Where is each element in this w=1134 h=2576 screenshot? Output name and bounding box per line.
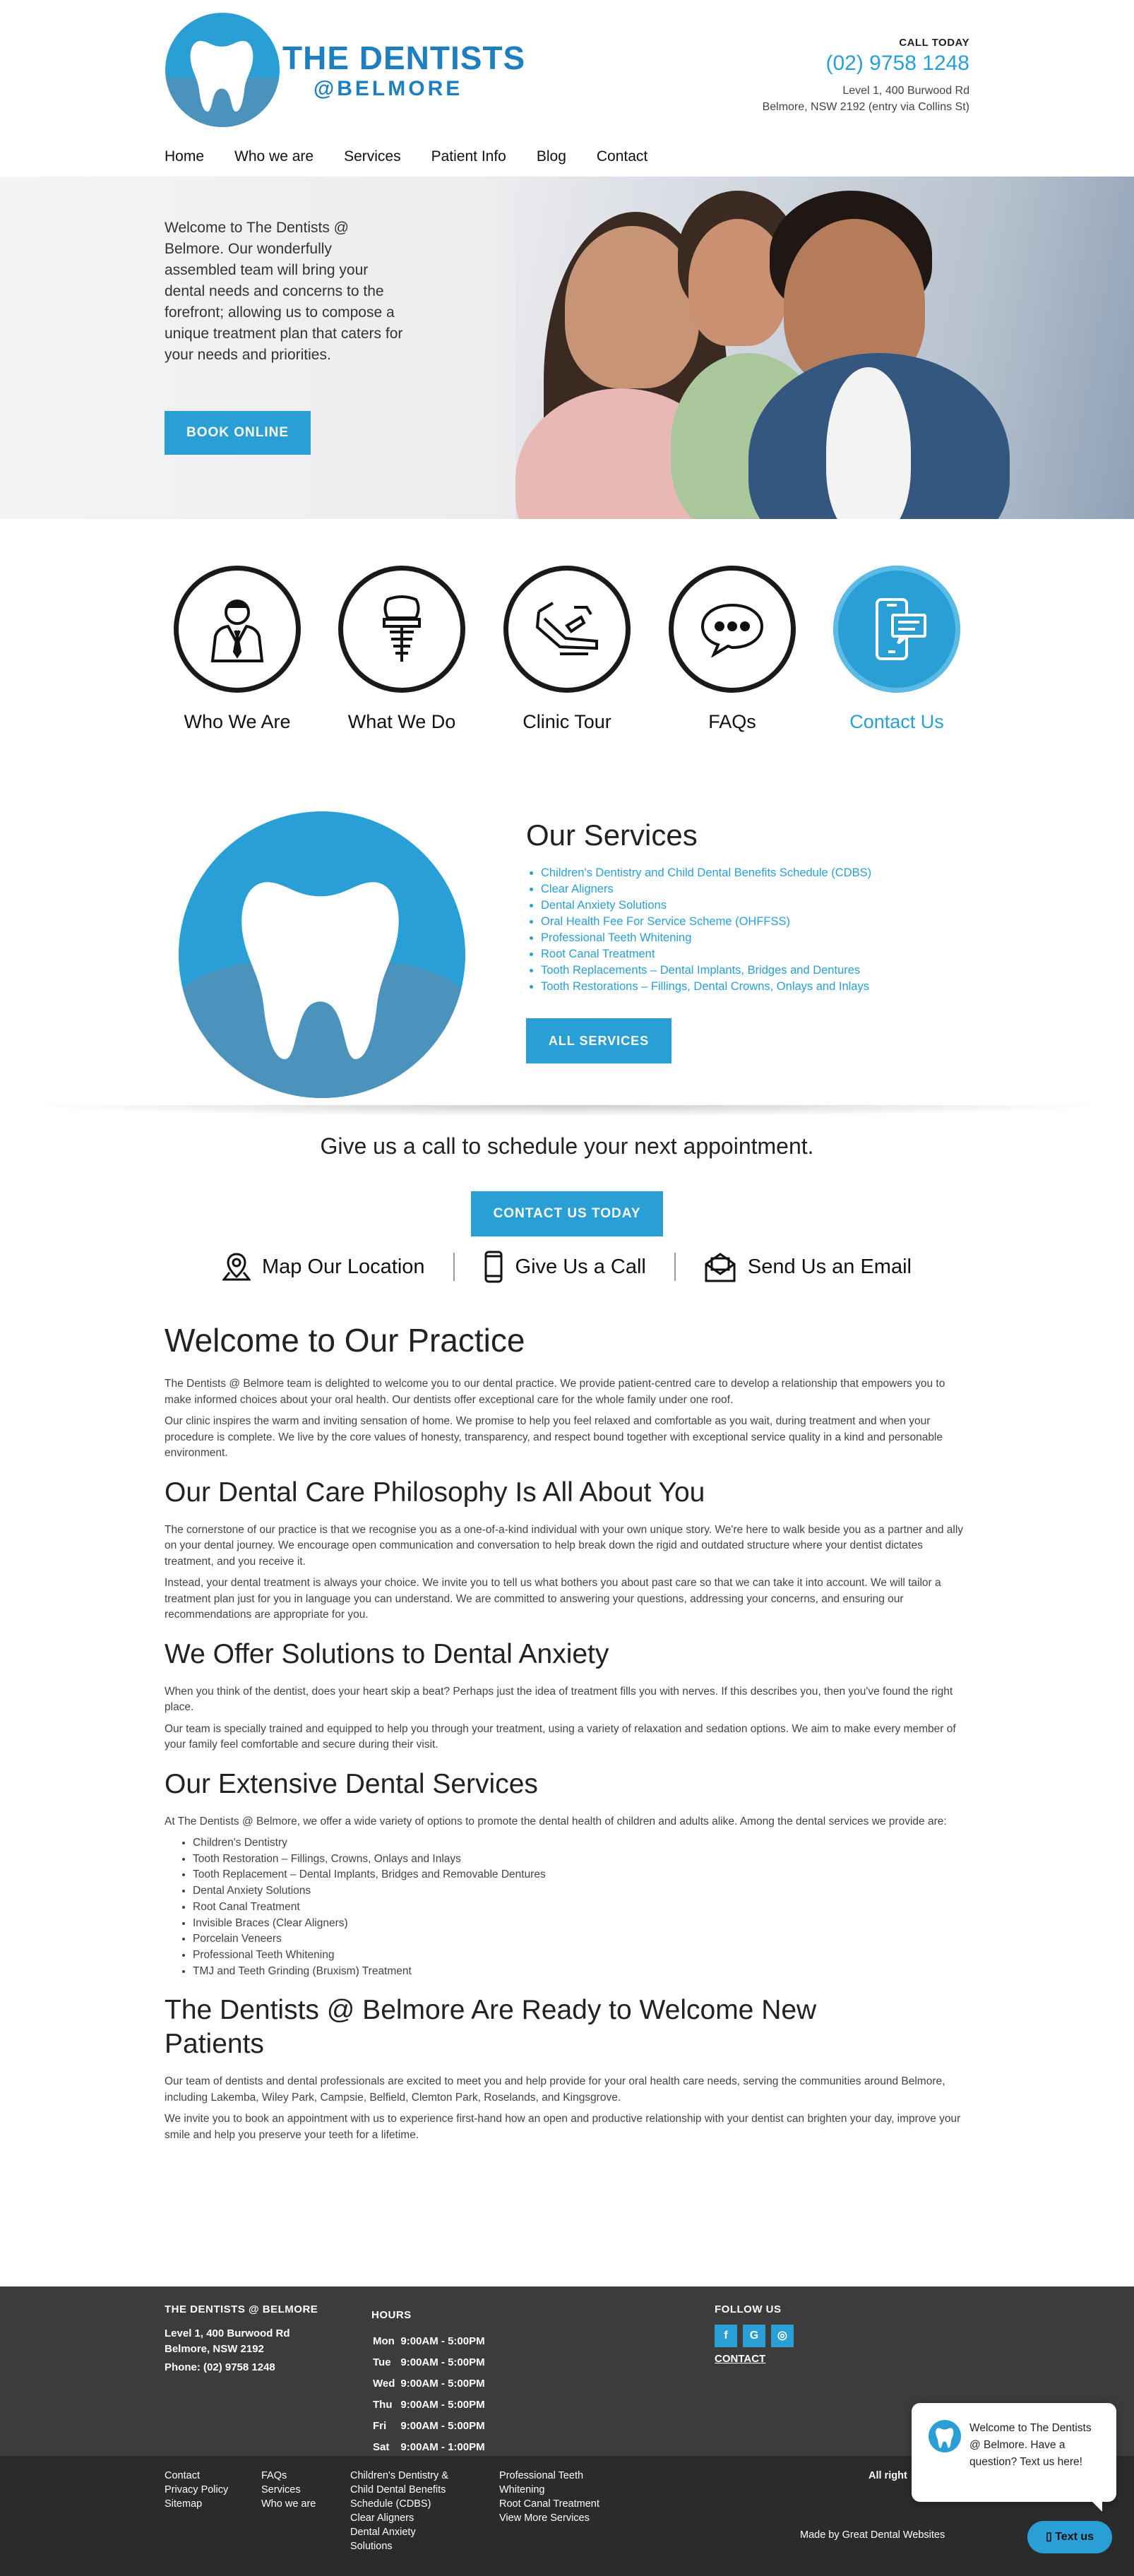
footer-links-col3 xyxy=(350,2469,448,2553)
article-subheading: Our Extensive Dental Services xyxy=(165,1768,538,1799)
hours-title: HOURS xyxy=(371,2309,412,2321)
service-link[interactable]: • Oral Health Fee For Service Scheme (OHFFSS) xyxy=(541,914,871,930)
footer-link[interactable]: Privacy Policy xyxy=(165,2484,229,2496)
header-contact xyxy=(763,37,969,115)
footer-link[interactable]: FAQs xyxy=(261,2470,287,2481)
list-item: • Dental Anxiety Solutions xyxy=(193,1883,969,1900)
chat-popup[interactable] xyxy=(912,2403,1116,2502)
family-photo xyxy=(515,177,1134,519)
chat-avatar xyxy=(929,2420,961,2452)
footer-link[interactable]: Dental Anxiety xyxy=(350,2527,416,2538)
article-paragraph: The Dentists @ Belmore team is delighted to welcome you to our dental practice. We provide patient-centred care to develop a relationship that empowers you to make informed choices about your oral health. Our dentists offer exceptional care for the whole family under one roof. xyxy=(165,1378,945,1406)
footer-title: THE DENTISTS @ BELMORE xyxy=(165,2303,318,2315)
give-call-label: Give Us a Call xyxy=(515,1255,646,1278)
main-nav xyxy=(165,148,678,165)
follow-us-title: FOLLOW US xyxy=(715,2303,782,2315)
service-link[interactable]: • Dental Anxiety Solutions xyxy=(541,898,871,914)
nav-services[interactable]: Services xyxy=(344,148,401,165)
send-email-label: Send Us an Email xyxy=(747,1255,912,1278)
footer-link[interactable]: Root Canal Treatment xyxy=(499,2498,599,2510)
all-services-button[interactable]: ALL SERVICES xyxy=(526,1018,672,1063)
service-link[interactable]: • Tooth Replacements – Dental Implants, Bridges and Dentures xyxy=(541,962,871,979)
service-link[interactable]: • Root Canal Treatment xyxy=(541,946,871,962)
article-paragraph: Our team of dentists and dental professionals are excited to meet you and help provide for your oral health care needs, serving the communities around Belmore, including Lakemba, Wiley Park, Campsie, Belfield, Clemton Park, Roselands, and Kingsgrove. xyxy=(165,2075,945,2104)
welcome-article xyxy=(0,1317,969,2143)
header-phone-link[interactable]: (02) 9758 1248 xyxy=(825,52,969,75)
hours-row: Fri 9:00AM - 5:00PM xyxy=(373,2420,485,2432)
footer-links-col1 xyxy=(165,2469,228,2511)
hero-banner xyxy=(0,177,1134,519)
hours-row: Thu 9:00AM - 5:00PM xyxy=(373,2399,485,2411)
contact-us-today-button[interactable]: CONTACT US TODAY xyxy=(471,1191,663,1236)
service-link[interactable]: • Children's Dentistry and Child Dental Benefits Schedule (CDBS) xyxy=(541,865,871,881)
list-item: • Tooth Restoration – Fillings, Crowns, Onlays and Inlays xyxy=(193,1852,969,1868)
quick-link-who-we-are[interactable] xyxy=(153,566,322,733)
hours-table xyxy=(371,2330,491,2459)
brand-name: THE DENTISTS xyxy=(282,40,526,76)
contact-options xyxy=(0,1251,1134,1283)
list-item: • Tooth Replacement – Dental Implants, Bridges and Removable Dentures xyxy=(193,1867,969,1883)
dental-services-list xyxy=(193,1835,969,1979)
article-subheading: The Dentists @ Belmore Are Ready to Welcome New Patients xyxy=(165,1995,817,2060)
footer-phone-link[interactable]: (02) 9758 1248 xyxy=(203,2361,275,2373)
footer-link[interactable]: Children's Dentistry & xyxy=(350,2470,448,2481)
footer-link[interactable]: View More Services xyxy=(499,2512,590,2524)
article-subheading: We Offer Solutions to Dental Anxiety xyxy=(165,1638,609,1669)
instagram-icon[interactable]: ◎ xyxy=(771,2325,794,2347)
site-logo[interactable] xyxy=(165,13,525,127)
footer-link[interactable]: Who we are xyxy=(261,2498,316,2510)
footer-phone-label: Phone: xyxy=(165,2361,201,2373)
envelope-icon xyxy=(704,1251,736,1282)
quick-link-clinic-tour[interactable] xyxy=(482,566,652,733)
footer-link[interactable]: Professional Teeth xyxy=(499,2470,584,2481)
footer-contact-link[interactable]: CONTACT xyxy=(715,2353,766,2365)
article-paragraph: When you think of the dentist, does your heart skip a beat? Perhaps just the idea of treatment fills you with nerves. If this describes you, then you've found the right place. xyxy=(165,1685,953,1713)
article-heading: Welcome to Our Practice xyxy=(165,1322,525,1359)
quick-link-what-we-do[interactable] xyxy=(317,566,487,733)
services-list xyxy=(541,865,871,995)
quick-link-label: FAQs xyxy=(708,711,756,732)
phone-icon: ▯ xyxy=(1045,2531,1056,2543)
article-paragraph: Instead, your dental treatment is always your choice. We invite you to tell us what bothers you about past care so that we can take it into account. We will tailor a treatment plan just for you in language you can understand. We are committed to answering your questions, addressing your concerns, and ensuring our recommendations are appropriate for you. xyxy=(165,1577,941,1621)
dental-chair-icon xyxy=(503,566,631,693)
nav-blog[interactable]: Blog xyxy=(536,148,566,165)
footer-links-col4 xyxy=(499,2469,599,2525)
dentist-person-icon xyxy=(174,566,301,693)
hours-row: Mon 9:00AM - 5:00PM xyxy=(373,2335,485,2347)
quick-link-label: What We Do xyxy=(347,711,456,732)
list-item: • Root Canal Treatment xyxy=(193,1900,969,1916)
list-item: • Porcelain Veneers xyxy=(193,1931,969,1948)
footer-links-col2 xyxy=(261,2469,316,2511)
give-call-link[interactable] xyxy=(455,1251,674,1283)
facebook-icon[interactable]: f xyxy=(715,2325,737,2347)
text-us-label: Text us xyxy=(1055,2531,1094,2543)
call-to-action xyxy=(0,1112,1134,1317)
footer-link[interactable]: Clear Aligners xyxy=(350,2512,414,2524)
service-link[interactable]: • Tooth Restorations – Fillings, Dental Crowns, Onlays and Inlays xyxy=(541,979,871,995)
article-paragraph: The cornerstone of our practice is that we recognise you as a one-of-a-kind individual with your own unique story. We're here to walk beside you as a partner and ally on your dental journey. We encourage open communication and conversation to help break down the rigid and outdated structure where your dentist dictates treatment, and you receive it. xyxy=(165,1523,964,1568)
footer-social xyxy=(715,2302,799,2367)
quick-link-label: Who We Are xyxy=(184,711,291,732)
tooth-graphic-icon xyxy=(179,811,465,1098)
copyright-text: All right xyxy=(869,2470,907,2481)
quick-link-faqs[interactable] xyxy=(647,566,817,733)
made-by-link[interactable]: Made by Great Dental Websites xyxy=(800,2529,945,2541)
site-header xyxy=(0,0,1134,165)
article-subheading: Our Dental Care Philosophy Is All About You xyxy=(165,1477,705,1508)
book-online-button[interactable]: BOOK ONLINE xyxy=(165,411,311,455)
cta-title: Give us a call to schedule your next appointment. xyxy=(320,1133,814,1159)
quick-link-label: Clinic Tour xyxy=(523,711,611,732)
footer-address-line2: Belmore, NSW 2192 xyxy=(165,2343,264,2355)
text-us-button[interactable] xyxy=(1027,2521,1112,2553)
nav-contact[interactable]: Contact xyxy=(596,148,648,165)
service-link[interactable]: • Professional Teeth Whitening xyxy=(541,930,871,946)
quick-links xyxy=(0,519,1134,794)
footer-link[interactable]: Schedule (CDBS) xyxy=(350,2498,431,2510)
quick-link-label: Contact Us xyxy=(849,711,944,732)
quick-link-contact-us[interactable] xyxy=(812,566,981,733)
mobile-phone-icon xyxy=(483,1251,504,1283)
footer-address-line1: Level 1, 400 Burwood Rd xyxy=(165,2327,290,2339)
tooth-logo-icon xyxy=(165,13,280,127)
article-paragraph: At The Dentists @ Belmore, we offer a wide variety of options to promote the dental health of children and adults alike. Among the dental services we provide are: xyxy=(165,1815,947,1827)
map-pin-icon xyxy=(222,1251,251,1282)
send-email-link[interactable] xyxy=(676,1251,940,1282)
hero-intro-text: Welcome to The Dentists @ Belmore. Our wonderfully assembled team will bring your dental needs and concerns to the forefront; allowing us to compose a unique treatment plan that caters for your needs and priorities. xyxy=(165,220,403,363)
article-paragraph: Our team is specially trained and equipped to help you through your treatment, using a variety of relaxation and sedation options. We aim to make every member of your family feel comfortable and secure during their visit. xyxy=(165,1722,956,1751)
article-paragraph: We invite you to book an appointment with us to experience first-hand how an open and productive relationship with your dentist can brighten your day, improve your smile and help you preserve your teeth for a lifetime. xyxy=(165,2113,961,2141)
service-link[interactable]: • Clear Aligners xyxy=(541,881,871,898)
speech-bubble-icon xyxy=(669,566,796,693)
footer-link[interactable]: Sitemap xyxy=(165,2498,203,2510)
services-title: Our Services xyxy=(526,818,698,852)
footer-link[interactable]: Whitening xyxy=(499,2484,545,2496)
nav-patient-info[interactable]: Patient Info xyxy=(431,148,506,165)
header-address-line1: Level 1, 400 Burwood Rd xyxy=(842,85,969,97)
header-address-line2: Belmore, NSW 2192 (entry via Collins St) xyxy=(762,101,969,113)
footer-link[interactable]: Solutions xyxy=(350,2541,393,2552)
hours-row: Sat 9:00AM - 1:00PM xyxy=(373,2441,485,2453)
call-today-label: CALL TODAY xyxy=(899,37,969,49)
list-item: • TMJ and Teeth Grinding (Bruxism) Treatment xyxy=(193,1964,969,1980)
brand-location: @BELMORE xyxy=(314,77,463,100)
dental-implant-icon xyxy=(338,566,465,693)
footer-link[interactable]: Contact xyxy=(165,2470,200,2481)
hours-row: Wed 9:00AM - 5:00PM xyxy=(373,2378,485,2390)
nav-who-we-are[interactable]: Who we are xyxy=(234,148,314,165)
google-icon[interactable]: G xyxy=(743,2325,765,2347)
list-item: • Invisible Braces (Clear Aligners) xyxy=(193,1916,969,1932)
footer-link[interactable]: Services xyxy=(261,2484,301,2496)
list-item: • Children's Dentistry xyxy=(193,1835,969,1852)
phone-chat-icon xyxy=(833,566,960,693)
services-section xyxy=(0,794,1134,1112)
hours-row: Tue 9:00AM - 5:00PM xyxy=(373,2356,485,2368)
chat-message: Welcome to The Dentists @ Belmore. Have a question? Text us here! xyxy=(969,2422,1092,2468)
footer-hours xyxy=(371,2308,491,2459)
map-location-label: Map Our Location xyxy=(262,1255,425,1278)
nav-home[interactable]: Home xyxy=(165,148,205,165)
footer-contact-info xyxy=(165,2302,318,2375)
footer-link[interactable]: Child Dental Benefits xyxy=(350,2484,446,2496)
article-paragraph: Our clinic inspires the warm and inviting sensation of home. We promise to help you feel relaxed and comfortable as you wait, during treatment and when your procedure is complete. We live by the core values of honesty, transparency, and respect bound together with exceptional service quality in a kind and personable environment. xyxy=(165,1415,943,1459)
map-location-link[interactable] xyxy=(194,1251,453,1282)
list-item: • Professional Teeth Whitening xyxy=(193,1948,969,1964)
